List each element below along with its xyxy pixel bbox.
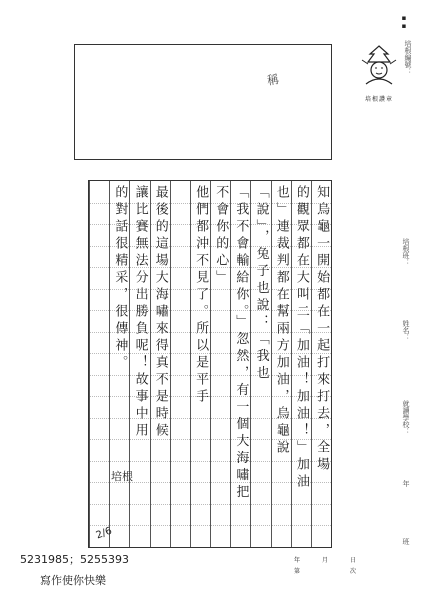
label-ban: 班 <box>402 538 410 545</box>
essay-column <box>311 181 331 547</box>
essay-column <box>230 181 250 547</box>
stamp-caption: 培根讚章 <box>364 96 393 103</box>
stamp-icon <box>356 40 402 88</box>
label-school: 就讀學校： <box>402 400 410 435</box>
grade-mark: 2/6 <box>94 525 114 542</box>
essay-column-text: 的對話很精采，很傳神。 <box>112 185 128 372</box>
footer-number: 5231985；5255393 <box>20 553 129 566</box>
footer-month: 月 <box>322 557 329 564</box>
comment-scribble: 稱 <box>266 72 281 88</box>
label-bagen-number: 培根編號： <box>404 40 412 75</box>
essay-column <box>89 181 109 547</box>
corner-marks: ▪▪ <box>400 14 408 30</box>
essay-column-text: 也」連裁判都在幫兩方加油，烏龜說 <box>273 185 289 457</box>
essay-column <box>150 181 170 547</box>
label-grade: 年 <box>402 480 410 487</box>
essay-column-text: 知烏龜一開始都在一起打來打去，全場 <box>314 185 330 474</box>
footer-year: 年 <box>294 557 301 564</box>
essay-column-text: 他們都沖不見了。所以是平手 <box>193 185 209 406</box>
stamp-graphic <box>356 40 402 103</box>
footer-page: 第 <box>294 568 301 575</box>
essay-column <box>190 181 210 547</box>
essay-column <box>109 181 129 547</box>
essay-column <box>170 181 190 547</box>
essay-column-text: 「說」，兔子也說：「我也 <box>253 185 269 383</box>
footer-slogan: 寫作使你快樂 <box>40 574 106 587</box>
essay-column <box>129 181 149 547</box>
footer-times: 次 <box>350 568 357 575</box>
footer-day: 日 <box>350 557 357 564</box>
grader-signature: 培根 <box>111 470 133 483</box>
essay-column-text: 「我不會輸給你。」忽然，有一個大海嘯把 <box>233 185 249 502</box>
essay-column-text: 讓比賽無法分出勝負呢！故事中用 <box>132 185 148 440</box>
label-name: 姓名： <box>402 320 410 341</box>
teacher-comment-box <box>74 44 332 160</box>
essay-column <box>291 181 311 547</box>
essay-column <box>271 181 291 547</box>
essay-column-text: 不會你的心」 <box>213 185 229 287</box>
essay-column-text: 最後的這場大海嘯來得真不是時候 <box>152 185 168 440</box>
essay-column <box>210 181 230 547</box>
essay-column <box>250 181 270 547</box>
label-class: 培根班： <box>402 238 410 266</box>
essay-grid <box>88 180 332 548</box>
essay-column-text: 的觀眾都在大叫二「加油！加油！」加油 <box>293 185 309 491</box>
